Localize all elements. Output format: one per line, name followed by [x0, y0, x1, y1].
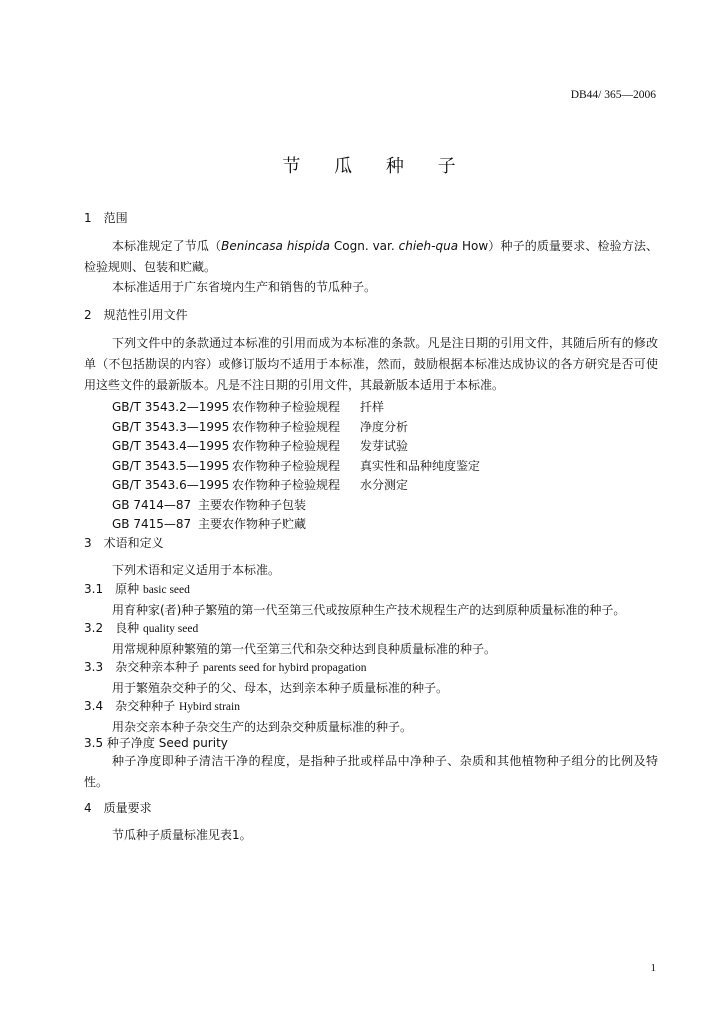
section-2-heading: 2 规范性引用文件 — [84, 308, 188, 322]
term-number: 3.1 — [84, 582, 104, 596]
section-4-paragraph-1: 节瓜种子质量标准见表1。 — [112, 828, 252, 842]
term-cn: 杂交种种子 — [115, 699, 176, 713]
term-3-1 — [84, 580, 658, 620]
reference-code: GB/T 3543.5—1995 — [112, 458, 230, 473]
term-heading — [84, 619, 658, 640]
term-en: basic seed — [142, 584, 190, 596]
standard-code: DB44/ 365—2006 — [570, 89, 656, 101]
section-3-intro: 下列术语和定义适用于本标准。 — [112, 563, 281, 577]
reference-name: 主要农作物种子贮藏 — [198, 517, 307, 531]
reference-item — [112, 418, 686, 438]
term-en: parents seed for hybird propagation — [202, 662, 367, 674]
section-4-heading: 4 质量要求 — [84, 801, 152, 815]
reference-name: 农作物种子检验规程 — [232, 458, 341, 473]
section-1-paragraph-1 — [84, 236, 658, 278]
term-definition: 用育种家(者)种子繁殖的第一代至第三代或按原种生产技术规程生产的达到原种质量标准的种子。 — [112, 602, 626, 617]
reference-item — [112, 515, 686, 535]
section-3-heading: 3 术语和定义 — [84, 536, 164, 550]
reference-name: 主要农作物种子包装 — [198, 497, 307, 512]
latin-name: Benincasa hispida — [221, 239, 330, 253]
term-cn: 杂交种亲本种子 — [115, 660, 200, 674]
term-3-2 — [84, 619, 658, 659]
term-en: Hybird strain — [178, 701, 240, 713]
reference-name: 农作物种子检验规程 — [232, 419, 341, 434]
page-number: 1 — [650, 962, 656, 974]
reference-code: GB 7414—87 — [112, 497, 192, 512]
term-number: 3.4 — [84, 699, 104, 713]
text-segment: How）种子的质量要求、检验方法、检验规则、包装和贮藏。 — [84, 239, 658, 274]
reference-item — [112, 398, 686, 418]
reference-part: 发芽试验 — [360, 439, 409, 453]
term-en: Seed purity — [158, 736, 228, 750]
reference-code: GB/T 3543.4—1995 — [112, 439, 230, 453]
reference-code: GB/T 3543.6—1995 — [112, 478, 230, 492]
reference-item — [112, 457, 686, 477]
reference-name: 农作物种子检验规程 — [232, 439, 341, 453]
section-1-paragraph-2: 本标准适用于广东省境内生产和销售的节瓜种子。 — [112, 280, 377, 294]
reference-item — [112, 476, 686, 496]
term-heading — [84, 658, 658, 679]
latin-variety: chieh-qua — [398, 239, 459, 253]
term-cn: 原种 — [115, 582, 140, 596]
reference-code: GB/T 3543.2—1995 — [112, 400, 230, 414]
section-1-heading: 1 范围 — [84, 211, 128, 225]
term-number: 3.2 — [84, 621, 104, 635]
text-segment: 本标准规定了节瓜（ — [112, 239, 222, 253]
reference-code: GB/T 3543.3—1995 — [112, 419, 230, 434]
term-definition: 用杂交亲本种子杂交生产的达到杂交种质量标准的种子。 — [112, 719, 413, 734]
term-number: 3.5 — [84, 736, 104, 750]
term-cn: 种子净度 — [106, 736, 155, 750]
term-en: quality seed — [142, 623, 199, 635]
reference-part: 水分测定 — [360, 478, 409, 492]
reference-item — [112, 496, 686, 516]
term-definition: 用于繁殖杂交种子的父、母本，达到亲本种子质量标准的种子。 — [112, 680, 449, 695]
reference-part: 真实性和品种纯度鉴定 — [360, 458, 481, 473]
term-3-4 — [84, 697, 658, 737]
reference-code: GB 7415—87 — [112, 517, 192, 531]
reference-item — [112, 437, 686, 457]
term-definition: 用常规种原种繁殖的第一代至第三代和杂交种达到良种质量标准的种子。 — [112, 641, 497, 656]
text-segment: Cogn. var. — [329, 239, 399, 253]
section-2-paragraph-1: 下列文件中的条款通过本标准的引用而成为本标准的条款。凡是注日期的引用文件，其随后所有的修改单（不包括勘误的内容）或修订版均不适用于本标准，然而，鼓励根据本标准达成协议的各方研究是否可使用这些文件的最新版本。凡是不注日期的引用文件，其最新版本适用于本标准。 — [84, 336, 658, 392]
term-3-3 — [84, 658, 658, 698]
term-number: 3.3 — [84, 660, 104, 674]
reference-part: 扦样 — [360, 400, 385, 414]
reference-part: 净度分析 — [360, 419, 409, 434]
term-heading — [84, 580, 658, 601]
page-title: 节 瓜 种 子 — [282, 156, 470, 177]
reference-name: 农作物种子检验规程 — [232, 400, 341, 414]
term-heading — [84, 697, 658, 718]
term-cn: 良种 — [115, 621, 140, 635]
reference-name: 农作物种子检验规程 — [232, 478, 341, 492]
reference-list — [84, 398, 686, 535]
term-3-5-definition: 种子净度即种子清洁干净的程度，是指种子批或样品中净种子、杂质和其他植物种子组分的比例及特性。 — [84, 754, 658, 789]
